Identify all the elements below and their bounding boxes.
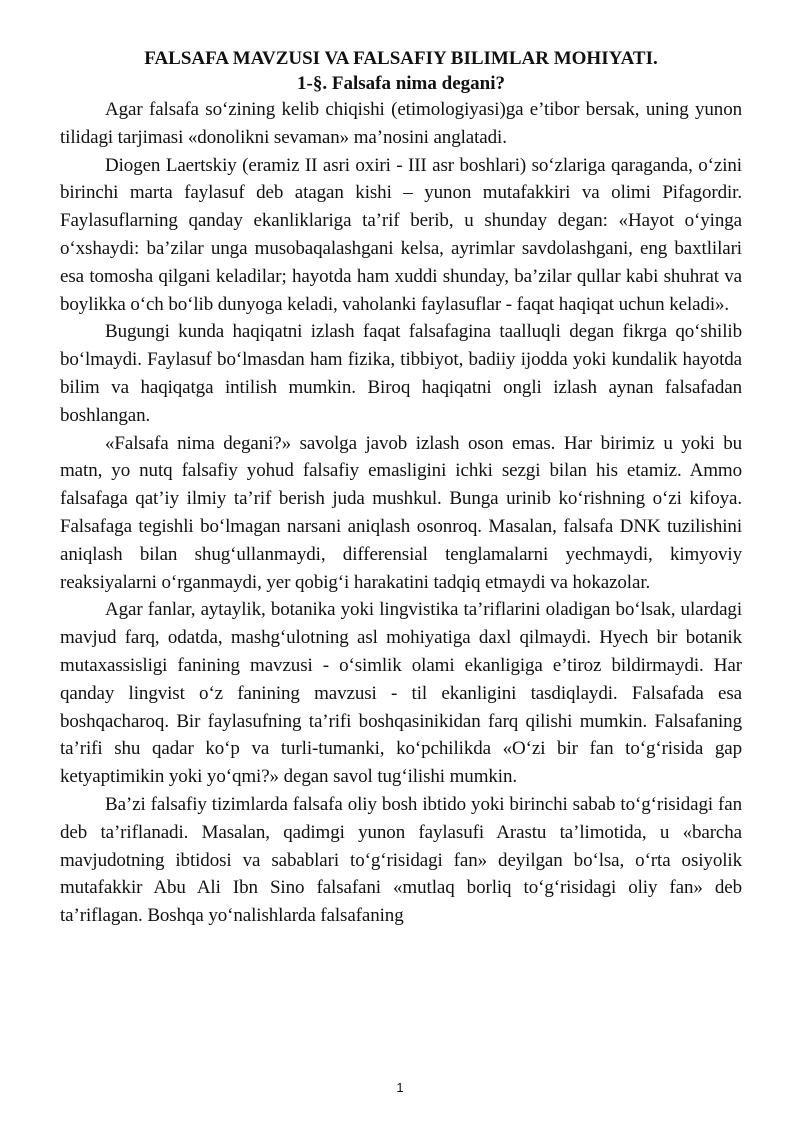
- paragraph-3: Bugungi kunda haqiqatni izlash faqat falsafagina taalluqli degan fikrga qo‘shilib bo‘lmaydi. Faylasuf bo‘lmasdan ham fizika, tibbiyot, badiiy ijodda yoki kundalik hayotda bilim va haqiqatga intilish mumkin. Biroq haqiqatni ongli izlash aynan falsafadan boshlangan.: [60, 321, 742, 426]
- paragraph-5: Agar fanlar, aytaylik, botanika yoki lingvistika ta’riflarini oladigan bo‘lsak, ulardagi mavjud farq, odatda, mashg‘ulotning asl mohiyatiga daxl qilmaydi. Hyech bir botanik mutaxassisligi fanining mavzusi - o‘simlik olami ekanligiga e’tiroz bildirmaydi. Har qanday lingvist o‘z fanining mavzusi - til ekanligini tasdiqlaydi. Falsafada esa boshqacharoq. Bir faylasufning ta’rifi boshqasinikidan farq qilishi mumkin. Falsafaning ta’rifi shu qadar ko‘p va turli-tumanki, ko‘pchilikda «O‘zi bir fan to‘g‘risida gap ketyaptimikin yoki yo‘qmi?» degan savol tug‘ilishi mumkin.: [60, 599, 742, 788]
- document-title: FALSAFA MAVZUSI VA FALSAFIY BILIMLAR MOHIYATI.: [144, 48, 658, 69]
- page-number: 1: [396, 1080, 404, 1095]
- paragraph-1: Agar falsafa so‘zining kelib chiqishi (etimologiyasi)ga e’tibor bersak, uning yunon tilidagi tarjimasi «donolikni sevaman» ma’nosini anglatadi.: [60, 99, 742, 148]
- paragraph-4: «Falsafa nima degani?» savolga javob izlash oson emas. Har birimiz u yoki bu matn, yo nutq falsafiy yohud falsafiy emasligini ichki sezgi bilan his etamiz. Ammo falsafaga qat’iy ilmiy ta’rif berish juda mushkul. Bunga urinib ko‘rishning o‘zi kifoya. Falsafaga tegishli bo‘lmagan narsani aniqlash osonroq. Masalan, falsafa DNK tuzilishini aniqlash bilan shug‘ullanmaydi, differensial tenglamalarni yechmaydi, kimyoviy reaksiyalarni o‘rganmaydi, yer qobig‘i harakatini tadqiq etmaydi va hokazolar.: [60, 432, 742, 593]
- paragraph-6: Ba’zi falsafiy tizimlarda falsafa oliy bosh ibtido yoki birinchi sabab to‘g‘risidagi fan deb ta’riflanadi. Masalan, qadimgi yunon faylasufi Arastu ta’limotida, u «barcha mavjudotning ibtidosi va sabablari to‘g‘risidagi fan» deyilgan bo‘lsa, o‘rta osiyolik mutafakkir Abu Ali Ibn Sino falsafani «mutlaq borliq to‘g‘risidagi oliy fan» deb ta’riflagan. Boshqa yo‘nalishlarda falsafaning: [60, 793, 742, 927]
- paragraph-2: Diogen Laertskiy (eramiz II asri oxiri - III asr boshlari) so‘zlariga qaraganda, o‘zini birinchi marta faylasuf deb atagan kishi – yunon mutafakkiri va olimi Pifagordir. Faylasuflarning qanday ekanliklariga ta’rif berib, u shunday degan: «Hayot o‘yinga o‘xshaydi: ba’zilar unga musobaqalashgani kelsa, ayrimlar savdolashgani, eng baxtlilari esa tomosha qilgani keladilar; hayotda ham xuddi shunday, ba’zilar qullar kabi shuhrat va boylikka o‘ch bo‘lib dunyoga keladi, vaholanki faylasuflar - faqat haqiqat uchun keladi».: [60, 154, 742, 315]
- section-heading: 1-§. Falsafa nima degani?: [297, 73, 505, 94]
- document-page: [60, 46, 742, 930]
